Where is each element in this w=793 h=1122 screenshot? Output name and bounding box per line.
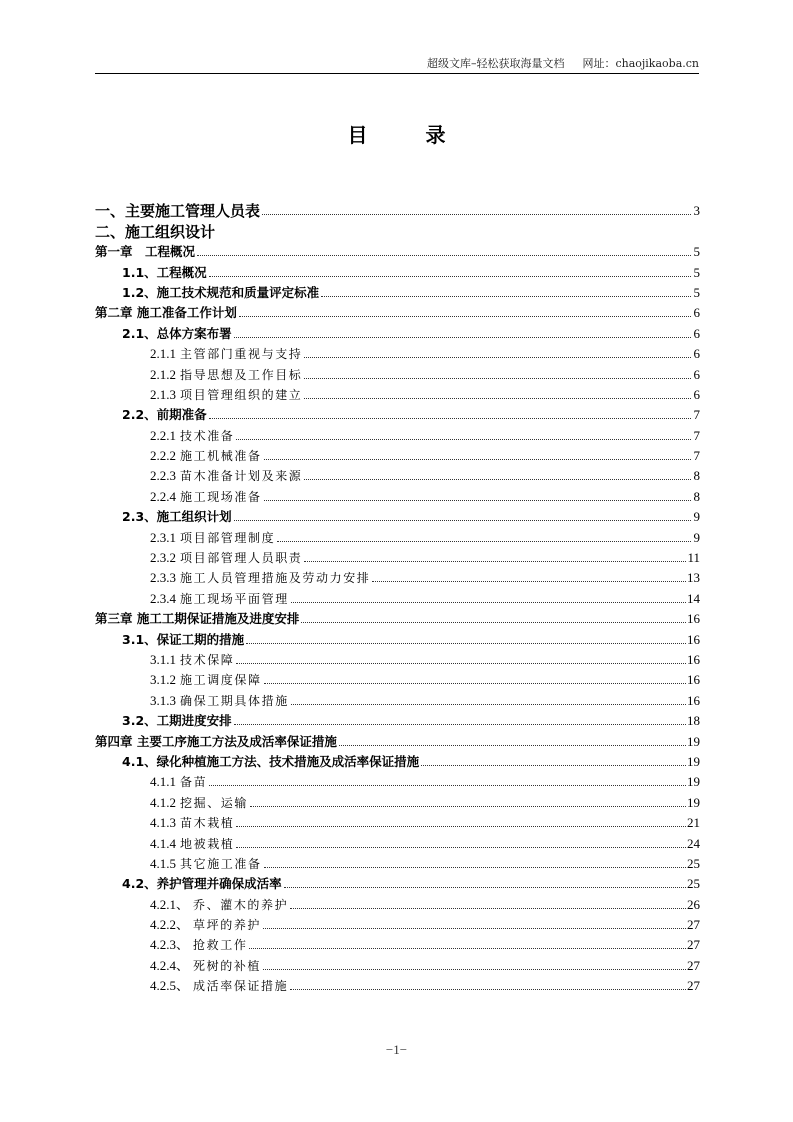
dot-leader bbox=[250, 805, 686, 807]
page-title bbox=[0, 122, 793, 148]
toc-entry-page: 24 bbox=[687, 835, 700, 851]
toc-entry-text: 1.1、工程概况 bbox=[122, 264, 207, 280]
toc-entry-number: 4.1.2 bbox=[150, 794, 176, 810]
toc-entry[interactable] bbox=[95, 811, 700, 831]
toc-entry-number: 4.2.4、 bbox=[150, 957, 190, 973]
dot-leader bbox=[421, 764, 686, 766]
toc-entry-label bbox=[122, 326, 233, 342]
toc-entry-number: 2.2.4 bbox=[150, 488, 176, 504]
toc-entry-text: 草坪的养护 bbox=[193, 918, 262, 933]
toc-entry[interactable] bbox=[95, 403, 700, 423]
toc-entry-text: 施工人员管理措施及劳动力安排 bbox=[180, 571, 371, 586]
toc-entry[interactable] bbox=[95, 607, 700, 627]
toc-entry-page: 6 bbox=[693, 325, 700, 341]
toc-entry[interactable] bbox=[95, 750, 700, 770]
dot-leader bbox=[290, 907, 686, 909]
toc-entry-text: 抢救工作 bbox=[193, 938, 248, 953]
toc-entry-page: 16 bbox=[687, 611, 700, 627]
toc-entry-number: 2.2.2 bbox=[150, 448, 176, 464]
toc-entry-text: 施工现场准备 bbox=[180, 489, 262, 504]
header-site-text: 超级文库–轻松获取海量文档 bbox=[426, 57, 565, 70]
toc-entry-page: 16 bbox=[687, 672, 700, 688]
toc-entry-label bbox=[150, 836, 235, 852]
toc-entry-text: 技术保障 bbox=[180, 652, 235, 667]
toc-entry-label bbox=[150, 387, 303, 403]
toc-entry-number: 4.1.3 bbox=[150, 815, 176, 831]
toc-entry-label bbox=[150, 958, 262, 974]
toc-entry-text: 二、施工组织设计 bbox=[95, 222, 216, 240]
toc-entry-label bbox=[150, 570, 371, 586]
dot-leader bbox=[264, 458, 691, 460]
toc-entry[interactable] bbox=[95, 566, 700, 586]
dot-leader bbox=[234, 519, 691, 521]
toc-entry-label bbox=[150, 468, 303, 484]
toc-entry-page: 8 bbox=[693, 468, 700, 484]
toc-entry[interactable] bbox=[95, 260, 700, 280]
toc-entry-text: 施工机械准备 bbox=[180, 449, 262, 464]
toc-entry-label bbox=[150, 856, 263, 872]
toc-entry-label bbox=[150, 815, 235, 831]
toc-entry-number: 4.1.1 bbox=[150, 774, 176, 790]
toc-entry-label bbox=[150, 652, 235, 668]
toc-entry[interactable] bbox=[95, 281, 700, 301]
dot-leader bbox=[291, 703, 686, 705]
title-char-2: 录 bbox=[425, 123, 446, 147]
toc-entry[interactable] bbox=[95, 383, 700, 403]
toc-entry-label bbox=[95, 203, 261, 219]
toc-entry-label bbox=[150, 978, 289, 994]
toc-entry[interactable] bbox=[95, 953, 700, 973]
toc-entry-page: 16 bbox=[687, 692, 700, 708]
toc-entry-page: 5 bbox=[693, 244, 700, 260]
toc-entry-page: 18 bbox=[687, 713, 700, 729]
toc-entry[interactable] bbox=[95, 525, 700, 545]
dot-leader bbox=[304, 478, 691, 480]
toc-entry-text: 第四章 主要工序施工方法及成活率保证措施 bbox=[95, 733, 337, 749]
toc-entry-page: 3 bbox=[693, 203, 700, 219]
toc-entry-page: 9 bbox=[693, 529, 700, 545]
dot-leader bbox=[234, 723, 686, 725]
toc-entry-label bbox=[122, 265, 208, 281]
toc-entry-number: 2.3.1 bbox=[150, 529, 176, 545]
toc-entry-label bbox=[150, 367, 303, 383]
toc-entry-number: 2.2.3 bbox=[150, 468, 176, 484]
toc-entry-page: 7 bbox=[693, 407, 700, 423]
dot-leader bbox=[234, 336, 691, 338]
toc-entry-text: 地被栽植 bbox=[180, 836, 235, 851]
toc-entry[interactable] bbox=[95, 342, 700, 362]
toc-entry-page: 13 bbox=[687, 570, 700, 586]
toc-entry-text: 施工调度保障 bbox=[180, 673, 262, 688]
toc-entry-text: 项目部管理人员职责 bbox=[180, 551, 303, 566]
dot-leader bbox=[263, 968, 686, 970]
toc-entry-text: 3.1、保证工期的措施 bbox=[122, 631, 245, 647]
toc-entry[interactable] bbox=[95, 648, 700, 668]
toc-entry-text: 死树的补植 bbox=[193, 958, 262, 973]
toc-entry-label bbox=[150, 937, 248, 953]
toc-entry-label bbox=[150, 346, 303, 362]
dot-leader bbox=[246, 642, 686, 644]
toc-entry-page: 6 bbox=[693, 366, 700, 382]
dot-leader bbox=[304, 560, 686, 562]
toc-entry-text: 备苗 bbox=[180, 775, 208, 790]
toc-entry-number: 4.2.3、 bbox=[150, 937, 190, 953]
toc-entry-text: 2.2、前期准备 bbox=[122, 407, 207, 423]
toc-entry-text: 项目管理组织的建立 bbox=[180, 387, 303, 402]
toc-entry-page: 9 bbox=[693, 509, 700, 525]
toc-entry-text: 项目部管理制度 bbox=[180, 530, 276, 545]
dot-leader bbox=[209, 275, 691, 277]
toc-entry-page: 11 bbox=[687, 550, 700, 566]
dot-leader bbox=[209, 417, 691, 419]
toc-entry-page: 21 bbox=[687, 815, 700, 831]
toc-entry[interactable] bbox=[95, 444, 700, 464]
toc-entry[interactable] bbox=[95, 729, 700, 749]
toc-entry-number: 3.1.2 bbox=[150, 672, 176, 688]
toc-entry-number: 4.2.5、 bbox=[150, 978, 190, 994]
toc-entry[interactable] bbox=[95, 505, 700, 525]
toc-entry-number: 3.1.1 bbox=[150, 651, 176, 667]
dot-leader bbox=[197, 254, 691, 256]
toc-entry-page: 19 bbox=[687, 733, 700, 749]
toc-entry-page: 25 bbox=[687, 876, 700, 892]
toc-entry-label bbox=[150, 693, 290, 709]
toc-entry-label bbox=[150, 672, 263, 688]
toc-entry-label bbox=[122, 876, 283, 892]
toc-entry-label bbox=[122, 509, 233, 525]
header-url-label: 网址： bbox=[582, 57, 616, 70]
page-number: −1− bbox=[385, 1042, 408, 1057]
toc-entry-page: 16 bbox=[687, 631, 700, 647]
dot-leader bbox=[236, 825, 686, 827]
toc-entry-label bbox=[122, 285, 320, 301]
toc-entry[interactable] bbox=[95, 913, 700, 933]
dot-leader bbox=[304, 397, 691, 399]
toc-entry-page: 27 bbox=[687, 957, 700, 973]
toc-entry-text: 技术准备 bbox=[180, 428, 235, 443]
toc-entry-number: 2.1.1 bbox=[150, 346, 176, 362]
dot-leader bbox=[262, 213, 691, 215]
toc-entry-text: 挖掘、运输 bbox=[180, 795, 249, 810]
dot-leader bbox=[264, 499, 691, 501]
dot-leader bbox=[372, 580, 686, 582]
toc-entry[interactable] bbox=[95, 790, 700, 810]
toc-entry-page: 19 bbox=[687, 753, 700, 769]
toc-entry-text: 指导思想及工作目标 bbox=[180, 367, 303, 382]
toc-entry-text: 1.2、施工技术规范和质量评定标准 bbox=[122, 284, 320, 300]
toc-entry-page: 16 bbox=[687, 651, 700, 667]
toc-entry-text: 其它施工准备 bbox=[180, 856, 262, 871]
toc-entry[interactable] bbox=[95, 199, 700, 219]
toc-entry-number: 4.1.5 bbox=[150, 855, 176, 871]
dot-leader bbox=[209, 784, 686, 786]
toc-entry-label bbox=[122, 754, 420, 770]
toc-entry-label bbox=[150, 448, 263, 464]
toc-entry-label bbox=[95, 244, 196, 260]
toc-entry[interactable] bbox=[95, 831, 700, 851]
toc-entry-text: 确保工期具体措施 bbox=[180, 693, 289, 708]
toc-entry-page: 19 bbox=[687, 794, 700, 810]
toc-entry[interactable] bbox=[95, 301, 700, 321]
toc-entry-label bbox=[122, 713, 233, 729]
toc-entry-label bbox=[95, 224, 216, 240]
toc-entry-text: 苗木准备计划及来源 bbox=[180, 469, 303, 484]
toc-entry-label bbox=[122, 632, 245, 648]
toc-entry[interactable] bbox=[95, 586, 700, 606]
dot-leader bbox=[249, 947, 686, 949]
dot-leader bbox=[263, 927, 686, 929]
dot-leader bbox=[321, 295, 691, 297]
toc-entry-page: 25 bbox=[687, 855, 700, 871]
toc-entry-page: 5 bbox=[693, 284, 700, 300]
toc-entry-text: 第三章 施工工期保证措施及进度安排 bbox=[95, 611, 300, 627]
toc-entry-number: 2.3.2 bbox=[150, 550, 176, 566]
dot-leader bbox=[236, 438, 691, 440]
toc-entry[interactable] bbox=[95, 668, 700, 688]
toc-entry-number: 2.2.1 bbox=[150, 427, 176, 443]
dot-leader bbox=[277, 540, 691, 542]
toc-entry-label bbox=[150, 774, 208, 790]
toc-entry-text: 主管部门重视与支持 bbox=[180, 347, 303, 362]
toc-entry[interactable] bbox=[95, 770, 700, 790]
toc-entry[interactable] bbox=[95, 872, 700, 892]
toc-entry-text: 施工现场平面管理 bbox=[180, 591, 289, 606]
toc-entry-label bbox=[95, 734, 338, 750]
toc-entry-text: 苗木栽植 bbox=[180, 816, 235, 831]
toc-entry-text: 第二章 施工准备工作计划 bbox=[95, 305, 237, 321]
toc-entry-label bbox=[150, 591, 290, 607]
toc-entry[interactable] bbox=[95, 709, 700, 729]
toc-entry-page: 7 bbox=[693, 448, 700, 464]
toc-entry-page: 27 bbox=[687, 978, 700, 994]
toc-entry-text: 4.2、养护管理并确保成活率 bbox=[122, 876, 282, 892]
dot-leader bbox=[304, 356, 691, 358]
toc-entry-label bbox=[95, 611, 300, 627]
toc-entry-label bbox=[95, 305, 238, 321]
toc-entry-page: 19 bbox=[687, 774, 700, 790]
toc-entry[interactable] bbox=[95, 464, 700, 484]
toc-entry-number: 4.2.1、 bbox=[150, 896, 190, 912]
dot-leader bbox=[264, 866, 686, 868]
toc-entry-number: 4.2.2、 bbox=[150, 917, 190, 933]
toc-entry-text: 成活率保证措施 bbox=[193, 979, 289, 994]
toc-entry[interactable] bbox=[95, 688, 700, 708]
toc-entry-number: 2.3.4 bbox=[150, 590, 176, 606]
dot-leader bbox=[284, 886, 686, 888]
toc-entry-label bbox=[150, 489, 263, 505]
toc-entry[interactable] bbox=[95, 423, 700, 443]
toc-entry[interactable] bbox=[95, 892, 700, 912]
toc-entry[interactable] bbox=[95, 240, 700, 260]
toc-entry-page: 6 bbox=[693, 386, 700, 402]
dot-leader bbox=[304, 377, 691, 379]
toc-entry[interactable] bbox=[95, 933, 700, 953]
toc-entry-text: 乔、灌木的养护 bbox=[193, 897, 289, 912]
toc-entry-page: 5 bbox=[693, 264, 700, 280]
toc-entry-number: 3.1.3 bbox=[150, 692, 176, 708]
title-char-1: 目 bbox=[347, 123, 368, 147]
toc-entry-page: 8 bbox=[693, 488, 700, 504]
toc-entry-label bbox=[150, 530, 276, 546]
toc-entry[interactable] bbox=[95, 321, 700, 341]
toc-entry-label bbox=[150, 897, 289, 913]
dot-leader bbox=[236, 662, 686, 664]
toc-entry-text: 一、主要施工管理人员表 bbox=[95, 202, 261, 220]
header-url-link[interactable]: chaojikaoba.cn bbox=[615, 57, 699, 70]
toc-entry-label bbox=[150, 795, 249, 811]
dot-leader bbox=[339, 744, 686, 746]
dot-leader bbox=[264, 682, 686, 684]
toc-entry[interactable] bbox=[95, 852, 700, 872]
toc-entry-page: 7 bbox=[693, 427, 700, 443]
toc-entry-page: 26 bbox=[687, 896, 700, 912]
toc-entry-text: 2.1、总体方案布署 bbox=[122, 325, 232, 341]
toc-entry-text: 3.2、工期进度安排 bbox=[122, 713, 232, 729]
toc-entry-page: 14 bbox=[687, 590, 700, 606]
table-of-contents bbox=[95, 199, 700, 994]
toc-entry-page: 6 bbox=[693, 346, 700, 362]
toc-entry-label bbox=[150, 428, 235, 444]
dot-leader bbox=[301, 621, 686, 623]
toc-entry-label bbox=[150, 917, 262, 933]
toc-entry-label bbox=[150, 550, 303, 566]
toc-entry-number: 4.1.4 bbox=[150, 835, 176, 851]
toc-entry-page: 6 bbox=[693, 305, 700, 321]
toc-entry[interactable] bbox=[95, 974, 700, 994]
toc-entry[interactable] bbox=[95, 362, 700, 382]
dot-leader bbox=[236, 846, 686, 848]
toc-entry[interactable] bbox=[95, 627, 700, 647]
header-rule bbox=[95, 73, 699, 74]
page-header bbox=[95, 56, 699, 74]
toc-entry[interactable] bbox=[95, 484, 700, 504]
dot-leader bbox=[239, 315, 691, 317]
toc-entry[interactable] bbox=[95, 219, 700, 239]
toc-entry[interactable] bbox=[95, 546, 700, 566]
dot-leader bbox=[290, 988, 686, 990]
toc-entry-number: 2.1.2 bbox=[150, 366, 176, 382]
toc-entry-text: 2.3、施工组织计划 bbox=[122, 509, 232, 525]
toc-entry-label bbox=[122, 407, 208, 423]
dot-leader bbox=[291, 601, 686, 603]
toc-entry-text: 第一章 工程概况 bbox=[95, 244, 196, 260]
toc-entry-page: 27 bbox=[687, 937, 700, 953]
toc-entry-number: 2.3.3 bbox=[150, 570, 176, 586]
toc-entry-text: 4.1、绿化种植施工方法、技术措施及成活率保证措施 bbox=[122, 753, 420, 769]
toc-entry-number: 2.1.3 bbox=[150, 386, 176, 402]
toc-entry-page: 27 bbox=[687, 917, 700, 933]
